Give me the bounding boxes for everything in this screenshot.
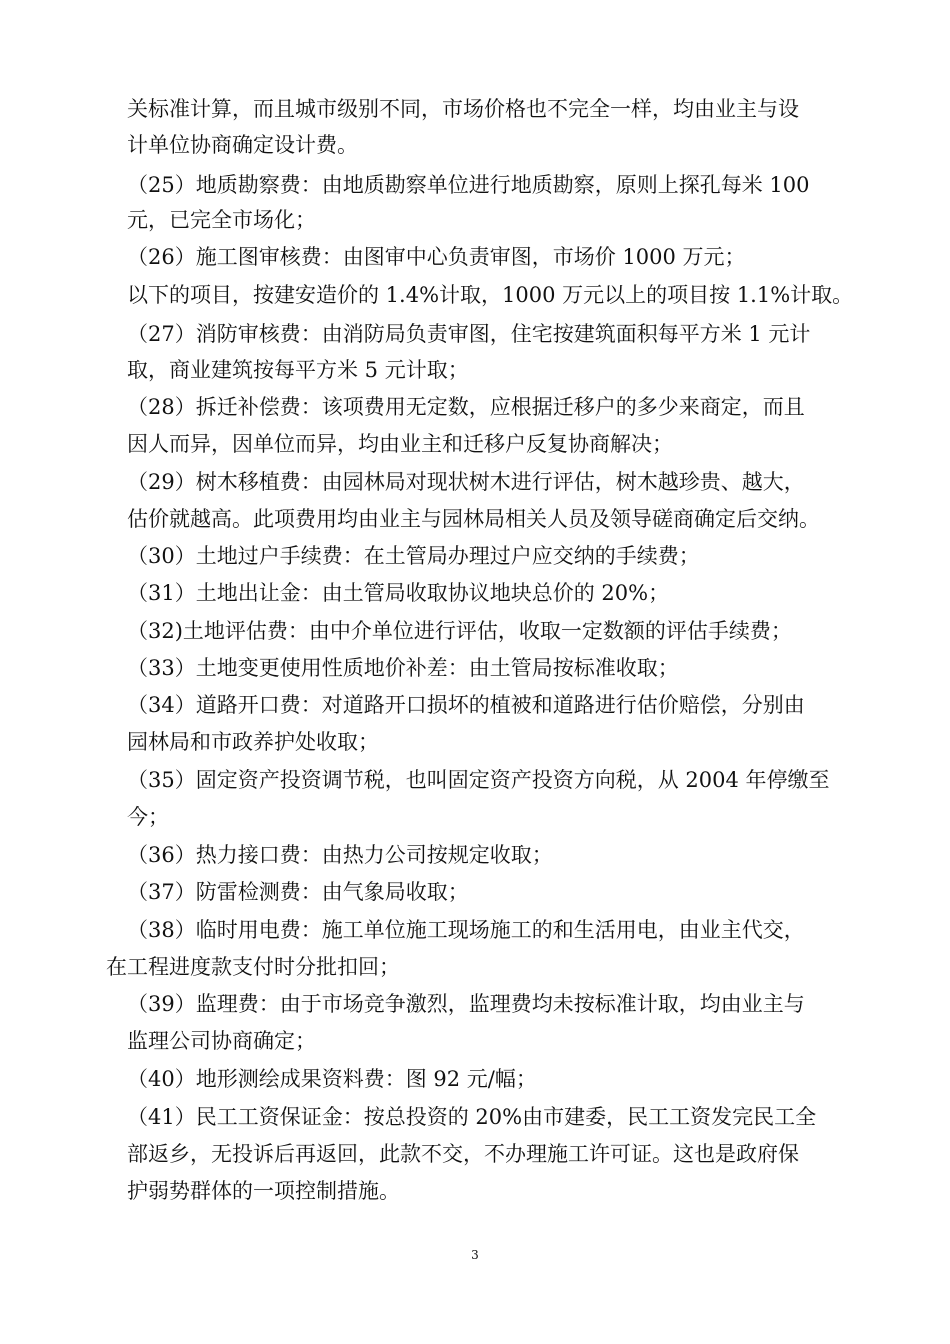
text-line: （29）树木移植费：由园林局对现状树木进行评估，树木越珍贵、越大， — [127, 470, 805, 494]
text-line: 园林局和市政养护处收取； — [127, 730, 379, 754]
text-line: 估价就越高。此项费用均由业主与园林局相关人员及领导磋商确定后交纳。 — [127, 507, 820, 531]
text-line: （37）防雷检测费：由气象局收取； — [127, 880, 469, 904]
text-line: （31）土地出让金：由土管局收取协议地块总价的 20%； — [127, 581, 670, 605]
text-line: 因人而异，因单位而异，均由业主和迁移户反复协商解决； — [127, 432, 673, 456]
text-line: （32)土地评估费：由中介单位进行评估，收取一定数额的评估手续费； — [127, 619, 792, 643]
text-line: （33）土地变更使用性质地价补差：由土管局按标准收取； — [127, 656, 679, 680]
text-line: 部返乡，无投诉后再返回，此款不交，不办理施工许可证。这也是政府保 — [127, 1142, 799, 1166]
text-line: 在工程进度款支付时分批扣回； — [106, 955, 400, 979]
text-line: 元，已完全市场化； — [127, 208, 316, 232]
text-line: 关标准计算，而且城市级别不同，市场价格也不完全一样，均由业主与设 — [127, 97, 799, 121]
text-line: （36）热力接口费：由热力公司按规定收取； — [127, 843, 553, 867]
text-line: 取，商业建筑按每平方米 5 元计取； — [127, 358, 469, 382]
page-number: 3 — [471, 1248, 479, 1262]
text-line: （27）消防审核费：由消防局负责审图，住宅按建筑面积每平方米 1 元计 — [127, 322, 811, 346]
text-line: （38）临时用电费：施工单位施工现场施工的和生活用电，由业主代交， — [127, 918, 805, 942]
text-line: 今； — [127, 805, 169, 829]
text-line: （39）监理费：由于市场竞争激烈，监理费均未按标准计取，均由业主与 — [127, 992, 805, 1016]
text-line: （30）土地过户手续费：在土管局办理过户应交纳的手续费； — [127, 544, 700, 568]
text-line: （40）地形测绘成果资料费：图 92 元/幅； — [127, 1067, 537, 1091]
text-line: （34）道路开口费：对道路开口损坏的植被和道路进行估价赔偿，分别由 — [127, 693, 805, 717]
text-line: （28）拆迁补偿费：该项费用无定数，应根据迁移户的多少来商定，而且 — [127, 395, 805, 419]
text-line: （41）民工工资保证金：按总投资的 20%由市建委，民工工资发完民工全 — [127, 1105, 817, 1129]
text-line: 以下的项目，按建安造价的 1.4%计取，1000 万元以上的项目按 1.1%计取。 — [127, 283, 854, 307]
text-line: （26）施工图审核费：由图审中心负责审图，市场价 1000 万元； — [127, 245, 746, 269]
text-line: 计单位协商确定设计费。 — [127, 133, 358, 157]
text-line: （35）固定资产投资调节税，也叫固定资产投资方向税，从 2004 年停缴至 — [127, 768, 830, 792]
text-line: 监理公司协商确定； — [127, 1029, 316, 1053]
text-line: 护弱势群体的一项控制措施。 — [127, 1179, 400, 1203]
text-line: （25）地质勘察费：由地质勘察单位进行地质勘察，原则上探孔每米 100 — [127, 173, 810, 197]
